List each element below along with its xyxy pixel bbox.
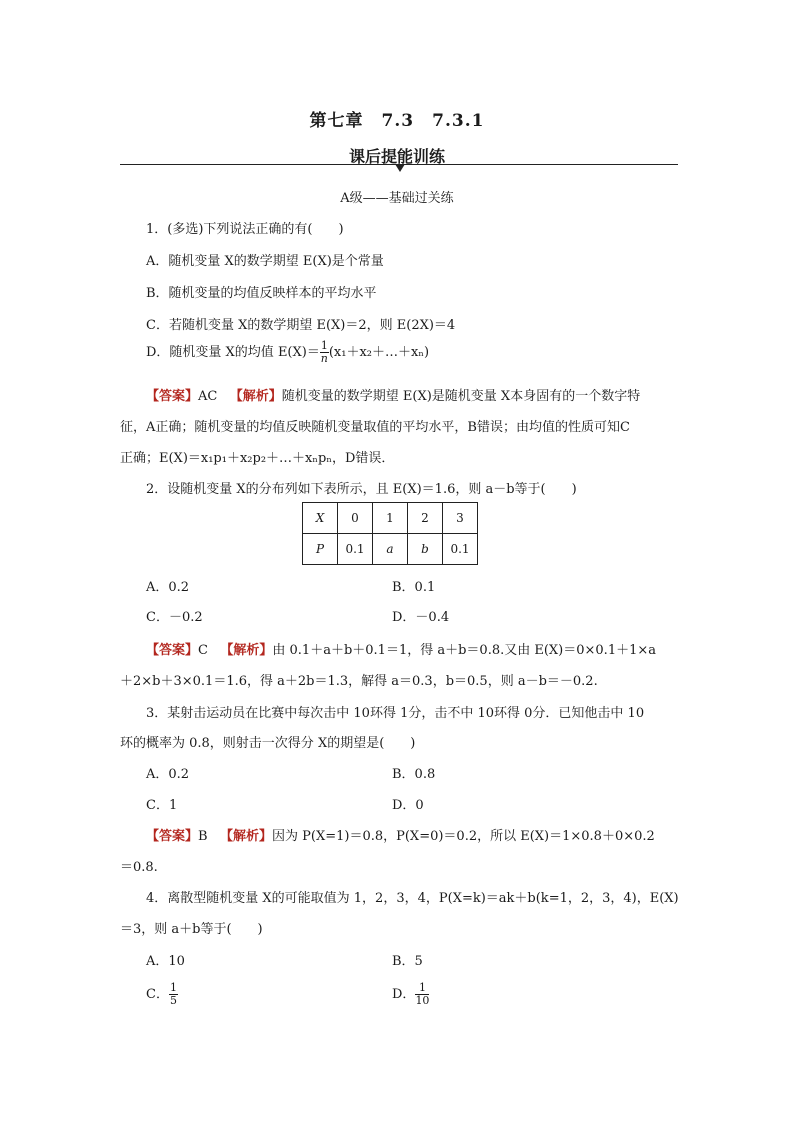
q4-option-c (146, 982, 178, 1007)
table-cell: 1 (373, 503, 408, 534)
q2-analysis-1: 由 0.1＋a＋b＋0.1＝1，得 a＋b＝0.8.又由 E(X)＝0×0.1＋1×a (272, 643, 656, 658)
answer-tag: 【答案】 (146, 643, 199, 658)
q2-answer-line (146, 639, 656, 658)
q2-analysis-2: ＋2×b＋3×0.1＝1.6，得 a＋2b＝1.3，解得 a＝0.3，b＝0.5，则 a－b＝－0.2. (120, 674, 598, 689)
table-row (303, 534, 478, 565)
q4-stem-1: 4．离散型随机变量 X的可能取值为 1，2，3，4，P(X=k)＝ak＋b(k=1，2，3，4)，E(X) (146, 891, 679, 906)
q3-option-b: B．0.8 (392, 767, 436, 782)
distribution-table (302, 502, 478, 565)
table-cell: 2 (408, 503, 443, 534)
analysis-tag: 【解析】 (229, 389, 282, 404)
q3-answer-line (146, 825, 655, 844)
table-cell: 0 (338, 503, 373, 534)
section-subtitle: 课后提能训练 (348, 147, 445, 166)
q1-option-d (146, 340, 429, 365)
q1-analysis-1: 随机变量的数学期望 E(X)是随机变量 X本身固有的一个数字特 (281, 389, 641, 404)
q1-answer: AC (198, 389, 218, 404)
q1-analysis-3: 正确；E(X)＝x₁p₁＋x₂p₂＋…＋xₙpₙ，D错误． (120, 451, 395, 466)
chapter-title: 第七章 7.3 7.3.1 (309, 111, 485, 131)
q1-answer-line (146, 385, 640, 404)
table-cell: 0.1 (338, 534, 373, 565)
answer-tag: 【答案】 (146, 389, 199, 404)
q3-option-a: A．0.2 (146, 767, 190, 782)
q3-stem-2: 环的概率为 0.8，则射击一次得分 X的期望是( ) (120, 736, 416, 751)
table-cell: 0.1 (443, 534, 478, 565)
answer-tag: 【答案】 (146, 829, 199, 844)
q1-option-c: C．若随机变量 X的数学期望 E(X)＝2，则 E(2X)＝4 (146, 318, 456, 333)
q3-stem-1: 3．某射击运动员在比赛中每次击中 10环得 1分，击不中 10环得 0分．已知他击中 10 (146, 706, 645, 721)
q2-stem: 2．设随机变量 X的分布列如下表所示，且 E(X)＝1.6，则 a－b等于( ) (146, 482, 577, 497)
table-cell: P (303, 534, 338, 565)
table-row (303, 503, 478, 534)
analysis-tag: 【解析】 (220, 643, 273, 658)
q2-option-b: B．0.1 (392, 580, 436, 595)
option-label: C． (146, 987, 169, 1002)
level-heading: A级——基础过关练 (340, 191, 454, 206)
fraction (169, 982, 178, 1007)
option-label: D． (392, 987, 416, 1002)
q4-option-d (392, 982, 429, 1007)
q4-stem-2: ＝3，则 a＋b等于( ) (120, 922, 263, 937)
fraction-denominator: n (320, 352, 328, 365)
q1-stem: 1．(多选)下列说法正确的有( ) (146, 222, 344, 237)
analysis-tag: 【解析】 (219, 829, 272, 844)
table-cell: a (373, 534, 408, 565)
q2-answer: C (198, 643, 208, 658)
table-cell: b (408, 534, 443, 565)
q3-option-d: D．0 (392, 798, 424, 813)
q2-option-a: A．0.2 (146, 580, 190, 595)
fraction-numerator: 1 (320, 339, 328, 352)
q3-analysis-2: ＝0.8. (120, 860, 158, 875)
fraction-numerator: 1 (415, 982, 429, 995)
q4-option-a: A．10 (146, 954, 185, 969)
q3-answer: B (198, 829, 208, 844)
q2-option-d: D．－0.4 (392, 610, 450, 625)
table-cell: X (303, 503, 338, 534)
fraction (415, 982, 429, 1007)
q1-analysis-2: 征，A正确；随机变量的均值反映随机变量取值的平均水平，B错误；由均值的性质可知C (120, 420, 630, 435)
q3-option-c: C．1 (146, 798, 178, 813)
q1-option-b: B．随机变量的均值反映样本的平均水平 (146, 286, 377, 301)
q1-option-d-prefix: D．随机变量 X的均值 E(X)＝ (146, 345, 320, 360)
q3-analysis-1: 因为 P(X=1)＝0.8，P(X=0)＝0.2，所以 E(X)＝1×0.8＋0×0.2 (272, 829, 655, 844)
triangle-down-icon (395, 164, 405, 172)
fraction-numerator: 1 (169, 981, 177, 994)
fraction (320, 340, 329, 365)
q1-option-a: A．随机变量 X的数学期望 E(X)是个常量 (146, 254, 384, 269)
q4-option-b: B．5 (392, 954, 423, 969)
table-cell: 3 (443, 503, 478, 534)
fraction-denominator: 5 (169, 994, 177, 1007)
q1-option-d-suffix: (x₁＋x₂＋…＋xₙ) (328, 345, 430, 360)
fraction-denominator: 10 (415, 994, 430, 1007)
q2-option-c: C．－0.2 (146, 610, 203, 625)
